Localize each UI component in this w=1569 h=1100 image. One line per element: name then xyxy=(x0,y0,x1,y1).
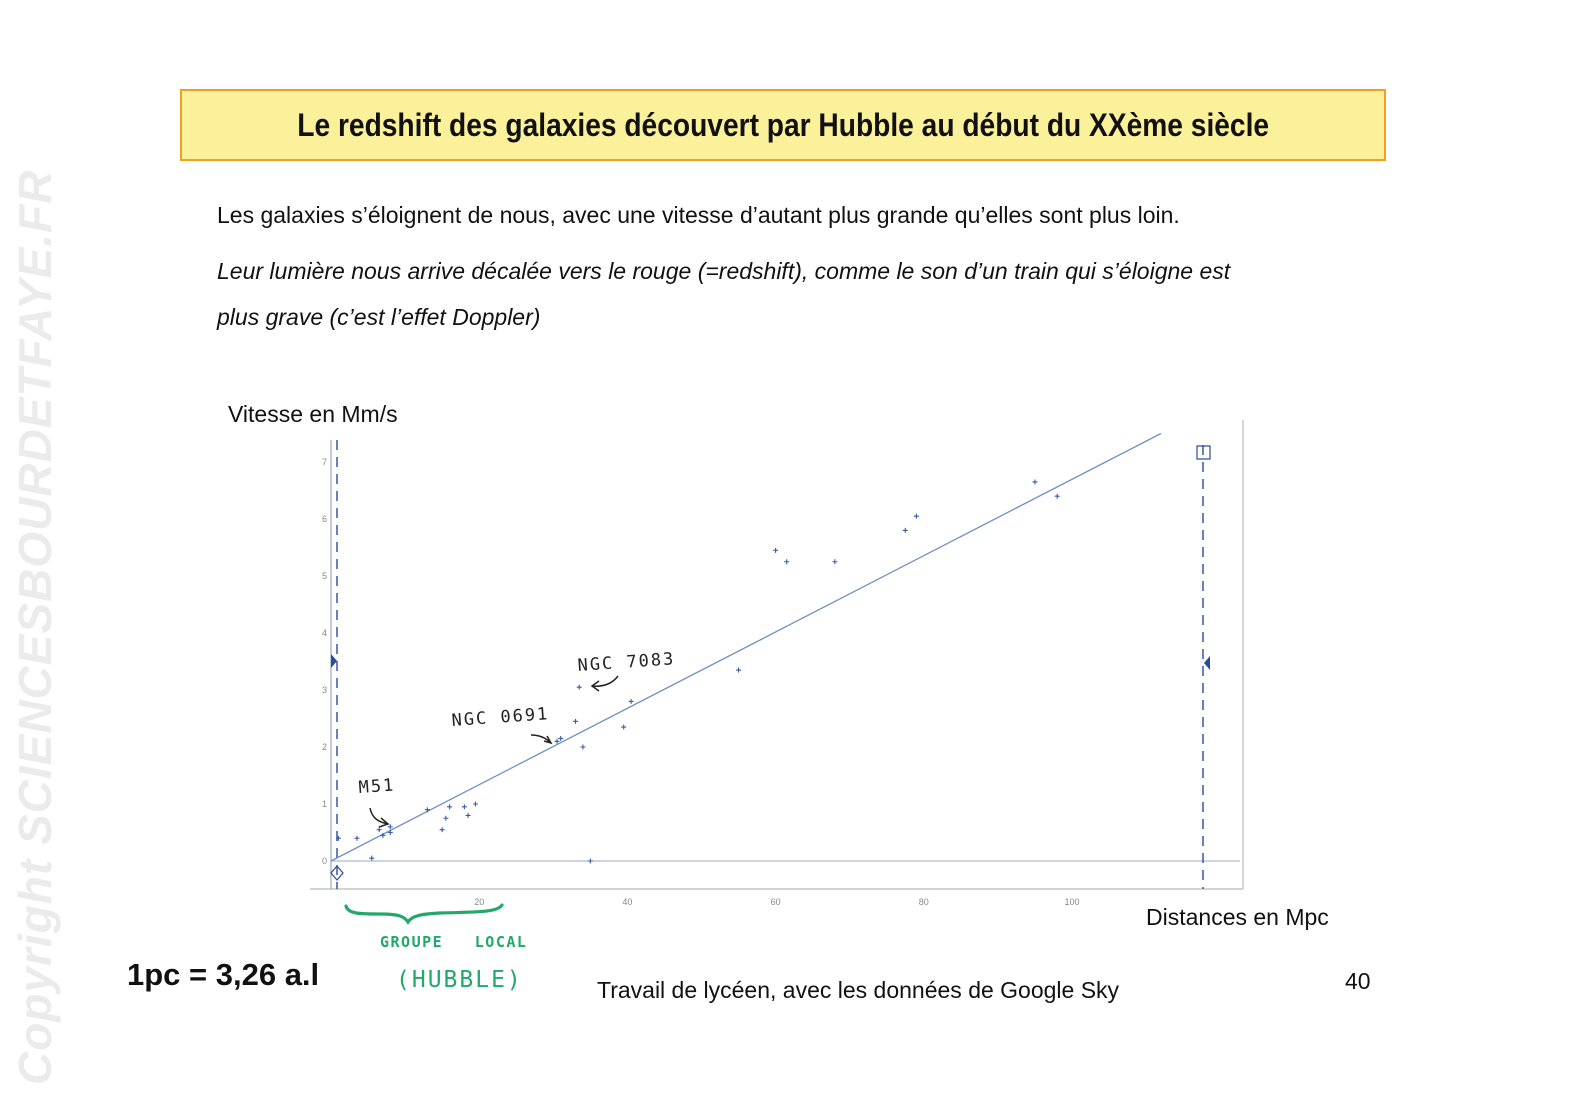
doppler-text-line2: plus grave (c’est l’effet Doppler) xyxy=(217,304,541,330)
data-point xyxy=(369,856,374,861)
local-group-label: GROUPE LOCAL xyxy=(380,933,528,951)
page-number: 40 xyxy=(1345,968,1371,994)
x-tick-label: 60 xyxy=(770,897,781,907)
data-point xyxy=(388,824,393,829)
doppler-text-line1: Leur lumière nous arrive décalée vers le rouge (=redshift), comme le son d’un train qui s’éloigne est xyxy=(217,258,1231,284)
data-point xyxy=(784,559,789,564)
data-point xyxy=(447,804,452,809)
copyright-watermark: Copyright SCIENCESBOURDETFAYE.FR xyxy=(9,169,61,1085)
data-point xyxy=(577,685,582,690)
y-tick-label: 3 xyxy=(321,685,327,695)
y-tick-label: 7 xyxy=(321,457,327,467)
data-point xyxy=(440,827,445,832)
intro-text: Les galaxies s’éloignent de nous, avec une vitesse d’autant plus grande qu’elles sont plus loin. xyxy=(217,202,1180,228)
data-point xyxy=(473,802,478,807)
right-marker-arrow xyxy=(1204,656,1210,670)
x-tick-label: 20 xyxy=(474,897,485,907)
data-point xyxy=(1032,479,1037,484)
data-point xyxy=(425,807,430,812)
slide-title: Le redshift des galaxies découvert par Hubble au début du XXème siècle xyxy=(297,106,1269,143)
y-tick-label: 4 xyxy=(321,628,327,638)
data-point xyxy=(1055,494,1060,499)
data-point xyxy=(832,559,837,564)
data-point xyxy=(462,804,467,809)
data-point xyxy=(588,859,593,864)
y-axis-label: Vitesse en Mm/s xyxy=(228,401,398,427)
footer-text: Travail de lycéen, avec les données de Google Sky xyxy=(597,977,1120,1003)
annotation-label: M51 xyxy=(357,775,396,798)
y-tick-label: 6 xyxy=(321,514,327,524)
x-tick-label: 40 xyxy=(622,897,633,907)
data-point xyxy=(629,699,634,704)
data-point xyxy=(573,719,578,724)
x-tick-label: 100 xyxy=(1064,897,1080,907)
data-point xyxy=(443,816,448,821)
annotation-label: NGC 7083 xyxy=(576,649,677,676)
data-point xyxy=(903,528,908,533)
hubble-fit-line xyxy=(331,434,1161,862)
y-tick-label: 1 xyxy=(321,799,327,809)
data-point xyxy=(736,668,741,673)
data-point xyxy=(580,745,585,750)
y-tick-label: 2 xyxy=(321,742,327,752)
annotation-arrow xyxy=(592,676,618,686)
y-tick-label: 5 xyxy=(321,571,327,581)
data-point xyxy=(914,514,919,519)
data-point xyxy=(621,725,626,730)
data-point xyxy=(558,736,563,741)
x-tick-label: 80 xyxy=(918,897,929,907)
data-point xyxy=(466,813,471,818)
x-axis-label: Distances en Mpc xyxy=(1146,904,1329,930)
hubble-label: (HUBBLE) xyxy=(396,967,523,993)
data-point xyxy=(377,827,382,832)
local-group-bracket xyxy=(346,905,502,922)
data-point xyxy=(354,836,359,841)
parsec-conversion: 1pc = 3,26 a.l xyxy=(127,957,320,992)
y-tick-label: 0 xyxy=(321,856,327,866)
left-marker-arrow xyxy=(331,654,337,668)
annotation-label: NGC 0691 xyxy=(450,704,551,731)
data-point xyxy=(773,548,778,553)
